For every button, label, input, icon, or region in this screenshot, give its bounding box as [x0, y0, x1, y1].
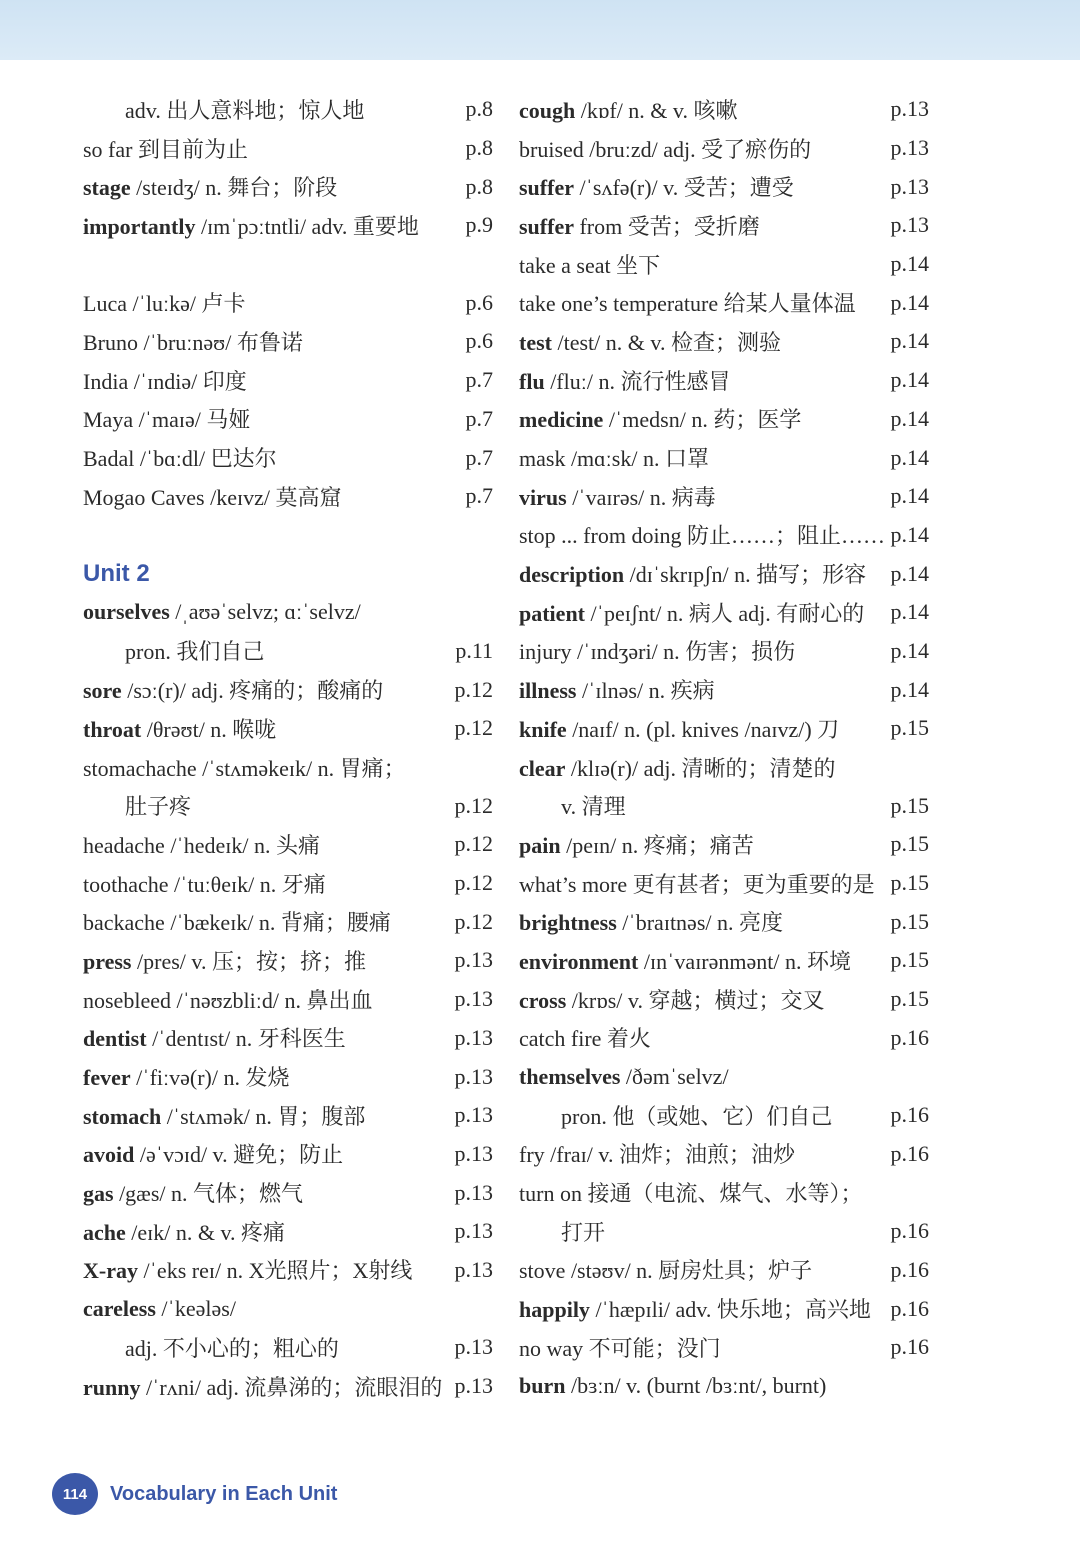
vocab-entry-text: stove /stəʊv/ n. 厨房灶具；炉子 — [519, 1258, 813, 1284]
headword: virus — [519, 484, 567, 510]
headword: suffer — [519, 213, 574, 239]
vocab-entry — [519, 632, 929, 671]
vocab-entry — [519, 516, 929, 555]
vocab-entry-text: happily /ˈhæpɪli/ adv. 快乐地；高兴地 — [519, 1297, 871, 1323]
vocab-entry — [83, 1367, 493, 1406]
vocab-page-ref: p.13 — [454, 1063, 493, 1089]
vocab-entry — [519, 980, 929, 1019]
vocab-column-left — [83, 90, 493, 1405]
vocab-entry-text: bruised /bruːzd/ adj. 受了瘀伤的 — [519, 136, 812, 162]
vocab-entry-text: India /ˈɪndiə/ 印度 — [83, 368, 247, 394]
vocab-entry — [519, 1251, 929, 1290]
vocab-entry-text: pron. 他（或她、它）们自己 — [561, 1103, 833, 1129]
vocab-entry-text: medicine /ˈmedsn/ n. 药；医学 — [519, 407, 802, 433]
vocab-entry-text: X-ray /ˈeks reɪ/ n. X光照片；X射线 — [83, 1258, 413, 1284]
vocab-entry-text: stomach /ˈstʌmək/ n. 胃；腹部 — [83, 1103, 366, 1129]
vocab-entry-text: ache /eɪk/ n. & v. 疼痛 — [83, 1219, 286, 1245]
vocab-page-ref: p.12 — [454, 792, 493, 818]
vocab-page-ref: p.14 — [890, 444, 929, 470]
top-band — [0, 0, 1080, 60]
vocab-entry — [519, 748, 929, 787]
vocab-page-ref: p.12 — [454, 715, 493, 741]
headword: ache — [83, 1219, 126, 1245]
vocab-entry — [519, 1367, 929, 1406]
vocab-entry — [83, 1251, 493, 1290]
vocab-page-ref: p.16 — [890, 1295, 929, 1321]
vocab-entry-text: no way 不可能；没门 — [519, 1335, 721, 1361]
headword: dentist — [83, 1026, 147, 1052]
vocab-page-ref: p.15 — [890, 908, 929, 934]
headword: ourselves — [83, 599, 170, 625]
page-number-badge: 114 — [52, 1473, 98, 1515]
vocab-page-ref: p.7 — [465, 367, 493, 393]
vocab-entry — [83, 825, 493, 864]
vocab-page-ref: p.15 — [890, 870, 929, 896]
vocab-page-ref: p.7 — [465, 405, 493, 431]
vocab-page-ref: p.13 — [890, 135, 929, 161]
headword: clear — [519, 755, 566, 781]
vocab-entry-text: suffer /ˈsʌfə(r)/ v. 受苦；遭受 — [519, 175, 794, 201]
vocab-entry-text: Bruno /ˈbruːnəʊ/ 布鲁诺 — [83, 329, 303, 355]
vocab-page-ref: p.15 — [890, 831, 929, 857]
spacer-row — [83, 516, 493, 555]
vocab-entry — [519, 206, 929, 245]
vocab-entry — [519, 438, 929, 477]
vocab-entry-text: description /dɪˈskrɪpʃn/ n. 描写；形容 — [519, 562, 867, 588]
vocab-entry — [83, 400, 493, 439]
vocab-entry-text: burn /bɜːn/ v. (burnt /bɜːnt/, burnt) — [519, 1373, 827, 1399]
vocab-page-ref: p.12 — [454, 676, 493, 702]
headword: press — [83, 948, 132, 974]
vocab-entry-text: adv. 出人意料地；惊人地 — [125, 97, 365, 123]
headword: cross — [519, 987, 567, 1013]
vocab-entry-text: throat /θrəʊt/ n. 喉咙 — [83, 716, 277, 742]
headword: runny — [83, 1374, 141, 1400]
vocab-entry — [519, 283, 929, 322]
vocab-entry — [519, 477, 929, 516]
vocab-entry — [83, 941, 493, 980]
vocab-entry — [83, 902, 493, 941]
vocab-page-ref: p.14 — [890, 328, 929, 354]
vocab-entry-text: take one’s temperature 给某人量体温 — [519, 291, 856, 317]
vocab-entry-text: virus /ˈvaɪrəs/ n. 病毒 — [519, 484, 716, 510]
vocab-entry — [519, 400, 929, 439]
vocab-entry — [83, 206, 493, 245]
vocab-entry — [83, 1057, 493, 1096]
vocab-entry-text: environment /ɪnˈvaɪrənmənt/ n. 环境 — [519, 948, 851, 974]
headword: stomach — [83, 1103, 162, 1129]
headword: fever — [83, 1065, 131, 1091]
headword: cough — [519, 97, 576, 123]
vocab-entry-text: pron. 我们自己 — [125, 639, 265, 665]
vocab-entry-text: runny /ˈrʌni/ adj. 流鼻涕的；流眼泪的 — [83, 1374, 443, 1400]
vocab-entry-text: so far 到目前为止 — [83, 136, 248, 162]
vocab-entry — [83, 283, 493, 322]
vocab-entry — [519, 1328, 929, 1367]
vocab-page-ref: p.14 — [890, 560, 929, 586]
vocab-entry-text: take a seat 坐下 — [519, 252, 661, 278]
vocab-entry-text: sore /sɔː(r)/ adj. 疼痛的；酸痛的 — [83, 678, 384, 704]
vocab-entry-text: stomachache /ˈstʌməkeɪk/ n. 胃痛； — [83, 755, 406, 781]
headword: flu — [519, 368, 545, 394]
vocab-page-ref: p.13 — [890, 173, 929, 199]
vocab-page-ref: p.13 — [890, 212, 929, 238]
vocab-entry-text: cough /kɒf/ n. & v. 咳嗽 — [519, 97, 738, 123]
vocab-page-ref: p.14 — [890, 637, 929, 663]
vocab-entry — [519, 245, 929, 284]
vocab-page-ref: p.7 — [465, 483, 493, 509]
vocab-page-ref: p.13 — [454, 1179, 493, 1205]
headword: medicine — [519, 407, 604, 433]
vocab-entry-text: clear /klɪə(r)/ adj. 清晰的；清楚的 — [519, 755, 836, 781]
vocab-entry-text: avoid /əˈvɔɪd/ v. 避免；防止 — [83, 1142, 344, 1168]
vocab-entry — [519, 709, 929, 748]
vocab-page-ref: p.14 — [890, 367, 929, 393]
vocab-page-ref: p.15 — [890, 792, 929, 818]
vocab-entry — [83, 670, 493, 709]
vocab-page-ref: p.7 — [465, 444, 493, 470]
vocab-page-ref: p.8 — [465, 173, 493, 199]
vocab-page-ref: p.6 — [465, 289, 493, 315]
vocab-page-ref: p.9 — [465, 212, 493, 238]
page-footer — [52, 1472, 337, 1516]
vocab-entry-text: illness /ˈɪlnəs/ n. 疾病 — [519, 678, 715, 704]
vocab-entry — [83, 980, 493, 1019]
vocab-entry — [83, 632, 493, 671]
vocab-page-ref: p.16 — [890, 1102, 929, 1128]
headword: happily — [519, 1297, 590, 1323]
vocab-entry-text: pain /peɪn/ n. 疼痛；痛苦 — [519, 832, 754, 858]
vocab-entry-text: backache /ˈbækeɪk/ n. 背痛；腰痛 — [83, 910, 391, 936]
vocab-entry — [83, 477, 493, 516]
vocab-entry-text: ourselves /ˌaʊəˈselvz; ɑːˈselvz/ — [83, 599, 361, 625]
vocab-entry-text: toothache /ˈtuːθeɪk/ n. 牙痛 — [83, 871, 326, 897]
vocab-entry — [519, 1212, 929, 1251]
vocab-entry — [83, 167, 493, 206]
headword: knife — [519, 716, 567, 742]
vocab-entry — [519, 1096, 929, 1135]
vocab-entry — [519, 1019, 929, 1058]
vocab-page-ref: p.13 — [454, 947, 493, 973]
vocab-page-ref: p.8 — [465, 135, 493, 161]
vocab-column-right — [519, 90, 929, 1405]
vocab-entry — [83, 864, 493, 903]
vocab-entry — [519, 593, 929, 632]
vocab-entry — [519, 90, 929, 129]
unit-heading-row — [83, 554, 493, 593]
headword: careless — [83, 1295, 156, 1321]
vocab-page-ref: p.13 — [454, 1218, 493, 1244]
vocab-page-ref: p.12 — [454, 908, 493, 934]
vocab-entry — [83, 1212, 493, 1251]
vocab-page-ref: p.13 — [454, 1256, 493, 1282]
vocab-entry — [519, 322, 929, 361]
vocab-page-ref: p.15 — [890, 947, 929, 973]
vocab-page-ref: p.6 — [465, 328, 493, 354]
vocab-entry-text: gas /gæs/ n. 气体；燃气 — [83, 1181, 304, 1207]
vocab-entry — [83, 786, 493, 825]
vocab-page-ref: p.13 — [890, 96, 929, 122]
vocab-entry-text: nosebleed /ˈnəʊzbliːd/ n. 鼻出血 — [83, 987, 373, 1013]
vocab-entry-text: flu /fluː/ n. 流行性感冒 — [519, 368, 731, 394]
vocab-entry-text: stop ... from doing 防止……；阻止…… — [519, 523, 886, 549]
footer-title: Vocabulary in Each Unit — [110, 1482, 338, 1505]
vocab-page-ref: p.14 — [890, 599, 929, 625]
vocab-entry — [83, 709, 493, 748]
headword: brightness — [519, 910, 617, 936]
vocab-entry — [83, 1173, 493, 1212]
vocab-page-ref: p.11 — [455, 637, 493, 663]
vocab-page-ref: p.13 — [454, 1024, 493, 1050]
vocab-entry-text: Badal /ˈbɑːdl/ 巴达尔 — [83, 446, 277, 472]
vocab-entry-text: catch fire 着火 — [519, 1026, 651, 1052]
vocab-page-ref: p.14 — [890, 289, 929, 315]
vocab-entry-text: 打开 — [561, 1219, 606, 1245]
vocab-page-ref: p.13 — [454, 1140, 493, 1166]
vocab-entry — [519, 786, 929, 825]
vocab-entry-text: Maya /ˈmaɪə/ 马娅 — [83, 407, 251, 433]
vocab-entry — [83, 438, 493, 477]
vocab-entry-text: themselves /ðəmˈselvz/ — [519, 1063, 729, 1089]
vocab-entry — [83, 593, 493, 632]
headword: stage — [83, 175, 131, 201]
vocab-page-ref: p.16 — [890, 1140, 929, 1166]
vocab-entry-text: Mogao Caves /keɪvz/ 莫高窟 — [83, 484, 342, 510]
vocab-entry-text: careless /ˈkeələs/ — [83, 1295, 236, 1321]
vocab-page-ref: p.12 — [454, 870, 493, 896]
vocab-entry — [83, 129, 493, 168]
vocab-entry — [519, 864, 929, 903]
vocab-entry — [519, 1135, 929, 1174]
vocab-entry — [519, 1289, 929, 1328]
vocab-entry — [83, 322, 493, 361]
headword: environment — [519, 948, 639, 974]
vocab-page-ref: p.14 — [890, 521, 929, 547]
vocab-entry — [83, 1096, 493, 1135]
unit-heading: Unit 2 — [83, 559, 150, 587]
vocab-entry-text: turn on 接通（电流、煤气、水等）； — [519, 1181, 863, 1207]
vocab-page-ref: p.15 — [890, 986, 929, 1012]
vocab-entry — [519, 554, 929, 593]
vocab-entry-text: 肚子疼 — [125, 794, 192, 820]
vocab-page-ref: p.16 — [890, 1024, 929, 1050]
vocab-entry — [83, 1135, 493, 1174]
vocab-page-ref: p.12 — [454, 831, 493, 857]
vocab-entry-text: adj. 不小心的；粗心的 — [125, 1335, 339, 1361]
vocab-entry-text: stage /steɪdʒ/ n. 舞台；阶段 — [83, 175, 338, 201]
headword: patient — [519, 600, 585, 626]
headword: suffer — [519, 175, 574, 201]
headword: pain — [519, 832, 561, 858]
vocab-entry-text: fry /fraɪ/ v. 油炸；油煎；油炒 — [519, 1142, 795, 1168]
vocab-page-ref: p.14 — [890, 483, 929, 509]
vocab-entry — [519, 670, 929, 709]
headword: gas — [83, 1181, 114, 1207]
vocab-page-ref: p.16 — [890, 1334, 929, 1360]
vocab-entry — [519, 941, 929, 980]
headword: illness — [519, 678, 577, 704]
headword: throat — [83, 716, 142, 742]
vocab-entry-text: fever /ˈfiːvə(r)/ n. 发烧 — [83, 1065, 290, 1091]
headword: description — [519, 562, 625, 588]
vocab-entry — [519, 1057, 929, 1096]
vocab-entry-text: knife /naɪf/ n. (pl. knives /naɪvz/) 刀 — [519, 716, 840, 742]
vocab-entry — [519, 825, 929, 864]
vocab-entry — [83, 90, 493, 129]
vocab-page-ref: p.14 — [890, 251, 929, 277]
vocab-page-ref: p.14 — [890, 676, 929, 702]
vocab-page-ref: p.16 — [890, 1218, 929, 1244]
vocab-entry — [519, 167, 929, 206]
vocab-entry-text: importantly /ɪmˈpɔːtntli/ adv. 重要地 — [83, 213, 419, 239]
vocab-entry-text: suffer from 受苦；受折磨 — [519, 213, 760, 239]
vocab-page-ref: p.15 — [890, 715, 929, 741]
vocab-entry — [83, 361, 493, 400]
headword: themselves — [519, 1063, 621, 1089]
vocab-entry-text: v. 清理 — [561, 794, 626, 820]
vocab-entry — [519, 1173, 929, 1212]
vocab-entry — [83, 748, 493, 787]
vocab-entry-text: test /test/ n. & v. 检查；测验 — [519, 329, 781, 355]
vocab-entry — [83, 1289, 493, 1328]
vocab-page-ref: p.16 — [890, 1256, 929, 1282]
vocab-page-ref: p.8 — [465, 96, 493, 122]
vocab-page-ref: p.13 — [454, 1334, 493, 1360]
vocab-entry-text: dentist /ˈdentɪst/ n. 牙科医生 — [83, 1026, 346, 1052]
vocab-entry — [519, 129, 929, 168]
vocab-entry-text: headache /ˈhedeɪk/ n. 头痛 — [83, 832, 321, 858]
vocab-page-ref: p.13 — [454, 1102, 493, 1128]
vocab-entry — [519, 361, 929, 400]
vocab-entry-text: Luca /ˈluːkə/ 卢卡 — [83, 291, 246, 317]
vocab-page-ref: p.14 — [890, 405, 929, 431]
vocab-entry-text: patient /ˈpeɪʃnt/ n. 病人 adj. 有耐心的 — [519, 600, 865, 626]
vocab-page-ref: p.13 — [454, 1373, 493, 1399]
vocab-entry-text: cross /krɒs/ v. 穿越；横过；交叉 — [519, 987, 825, 1013]
vocab-entry-text: injury /ˈɪndʒəri/ n. 伤害；损伤 — [519, 639, 796, 665]
headword: importantly — [83, 213, 196, 239]
headword: burn — [519, 1373, 566, 1399]
vocab-entry — [519, 902, 929, 941]
vocab-page-ref: p.13 — [454, 986, 493, 1012]
spacer-row — [83, 245, 493, 284]
vocab-entry-text: what’s more 更有甚者；更为重要的是 — [519, 871, 875, 897]
headword: test — [519, 329, 552, 355]
vocab-entry — [83, 1019, 493, 1058]
headword: avoid — [83, 1142, 135, 1168]
headword: X-ray — [83, 1258, 138, 1284]
vocab-entry-text: mask /mɑːsk/ n. 口罩 — [519, 446, 709, 472]
vocab-entry — [83, 1328, 493, 1367]
vocab-entry-text: press /pres/ v. 压；按；挤；推 — [83, 948, 366, 974]
headword: sore — [83, 678, 122, 704]
vocab-entry-text: brightness /ˈbraɪtnəs/ n. 亮度 — [519, 910, 783, 936]
